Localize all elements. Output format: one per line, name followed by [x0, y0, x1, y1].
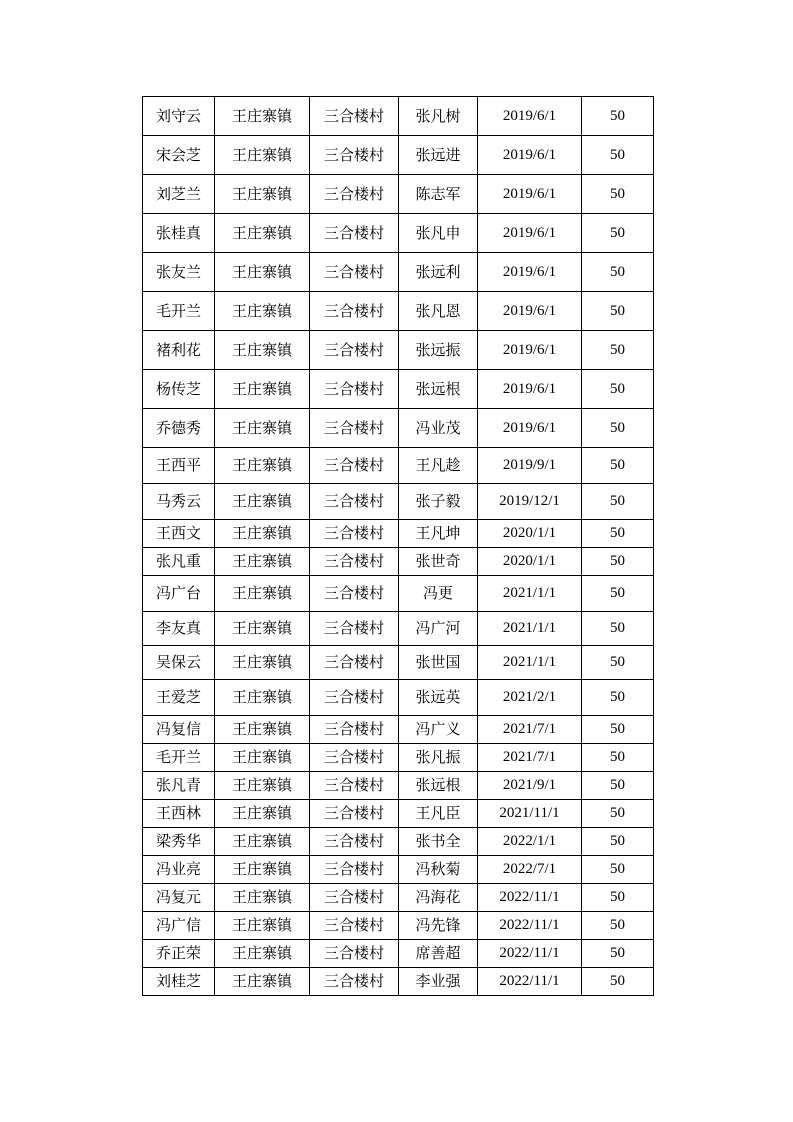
town-cell: 王庄寨镇	[215, 292, 310, 331]
amount-cell: 50	[582, 612, 654, 646]
town-cell: 王庄寨镇	[215, 214, 310, 253]
village-cell: 三合楼村	[310, 800, 399, 828]
table-row	[143, 97, 654, 136]
date-cell: 2019/6/1	[478, 214, 582, 253]
town-cell: 王庄寨镇	[215, 612, 310, 646]
town-cell: 王庄寨镇	[215, 331, 310, 370]
amount-cell: 50	[582, 409, 654, 448]
village-cell: 三合楼村	[310, 448, 399, 484]
village-cell: 三合楼村	[310, 856, 399, 884]
date-cell: 2019/9/1	[478, 448, 582, 484]
date-cell: 2021/1/1	[478, 612, 582, 646]
date-cell: 2019/12/1	[478, 484, 582, 520]
amount-cell: 50	[582, 646, 654, 680]
town-cell: 王庄寨镇	[215, 772, 310, 800]
name-cell: 张友兰	[143, 253, 215, 292]
table-row	[143, 409, 654, 448]
amount-cell: 50	[582, 828, 654, 856]
relative-cell: 张子毅	[399, 484, 478, 520]
name-cell: 李友真	[143, 612, 215, 646]
name-cell: 张桂真	[143, 214, 215, 253]
relative-cell: 张远振	[399, 331, 478, 370]
table-row	[143, 576, 654, 612]
name-cell: 王西文	[143, 520, 215, 548]
town-cell: 王庄寨镇	[215, 744, 310, 772]
village-cell: 三合楼村	[310, 716, 399, 744]
village-cell: 三合楼村	[310, 912, 399, 940]
amount-cell: 50	[582, 484, 654, 520]
table-row	[143, 856, 654, 884]
date-cell: 2021/2/1	[478, 680, 582, 716]
date-cell: 2021/7/1	[478, 716, 582, 744]
name-cell: 乔德秀	[143, 409, 215, 448]
name-cell: 刘守云	[143, 97, 215, 136]
name-cell: 杨传芝	[143, 370, 215, 409]
town-cell: 王庄寨镇	[215, 828, 310, 856]
table-row	[143, 214, 654, 253]
records-table	[142, 96, 654, 996]
records-table-body	[143, 97, 654, 996]
table-row	[143, 884, 654, 912]
amount-cell: 50	[582, 97, 654, 136]
amount-cell: 50	[582, 292, 654, 331]
town-cell: 王庄寨镇	[215, 912, 310, 940]
town-cell: 王庄寨镇	[215, 680, 310, 716]
amount-cell: 50	[582, 856, 654, 884]
table-row	[143, 912, 654, 940]
town-cell: 王庄寨镇	[215, 646, 310, 680]
town-cell: 王庄寨镇	[215, 520, 310, 548]
relative-cell: 陈志军	[399, 175, 478, 214]
date-cell: 2019/6/1	[478, 292, 582, 331]
amount-cell: 50	[582, 680, 654, 716]
date-cell: 2021/7/1	[478, 744, 582, 772]
town-cell: 王庄寨镇	[215, 409, 310, 448]
date-cell: 2020/1/1	[478, 520, 582, 548]
name-cell: 毛开兰	[143, 292, 215, 331]
amount-cell: 50	[582, 968, 654, 996]
date-cell: 2022/11/1	[478, 968, 582, 996]
table-row	[143, 800, 654, 828]
town-cell: 王庄寨镇	[215, 484, 310, 520]
table-row	[143, 520, 654, 548]
table-row	[143, 968, 654, 996]
amount-cell: 50	[582, 175, 654, 214]
table-row	[143, 175, 654, 214]
name-cell: 冯广台	[143, 576, 215, 612]
relative-cell: 冯秋菊	[399, 856, 478, 884]
amount-cell: 50	[582, 548, 654, 576]
village-cell: 三合楼村	[310, 370, 399, 409]
village-cell: 三合楼村	[310, 214, 399, 253]
relative-cell: 张远英	[399, 680, 478, 716]
village-cell: 三合楼村	[310, 646, 399, 680]
table-row	[143, 828, 654, 856]
name-cell: 王西平	[143, 448, 215, 484]
name-cell: 马秀云	[143, 484, 215, 520]
village-cell: 三合楼村	[310, 136, 399, 175]
town-cell: 王庄寨镇	[215, 856, 310, 884]
name-cell: 冯业亮	[143, 856, 215, 884]
name-cell: 梁秀华	[143, 828, 215, 856]
town-cell: 王庄寨镇	[215, 716, 310, 744]
village-cell: 三合楼村	[310, 175, 399, 214]
town-cell: 王庄寨镇	[215, 448, 310, 484]
relative-cell: 席善超	[399, 940, 478, 968]
date-cell: 2021/1/1	[478, 576, 582, 612]
name-cell: 刘芝兰	[143, 175, 215, 214]
relative-cell: 张凡恩	[399, 292, 478, 331]
name-cell: 王西林	[143, 800, 215, 828]
relative-cell: 冯业茂	[399, 409, 478, 448]
name-cell: 冯复元	[143, 884, 215, 912]
name-cell: 乔正荣	[143, 940, 215, 968]
relative-cell: 冯更	[399, 576, 478, 612]
village-cell: 三合楼村	[310, 97, 399, 136]
relative-cell: 张世国	[399, 646, 478, 680]
table-row	[143, 940, 654, 968]
name-cell: 吴保云	[143, 646, 215, 680]
relative-cell: 冯海花	[399, 884, 478, 912]
village-cell: 三合楼村	[310, 940, 399, 968]
village-cell: 三合楼村	[310, 744, 399, 772]
table-row	[143, 680, 654, 716]
relative-cell: 张凡树	[399, 97, 478, 136]
table-row	[143, 612, 654, 646]
amount-cell: 50	[582, 253, 654, 292]
date-cell: 2021/9/1	[478, 772, 582, 800]
town-cell: 王庄寨镇	[215, 800, 310, 828]
village-cell: 三合楼村	[310, 331, 399, 370]
table-row	[143, 370, 654, 409]
date-cell: 2022/1/1	[478, 828, 582, 856]
village-cell: 三合楼村	[310, 409, 399, 448]
amount-cell: 50	[582, 744, 654, 772]
name-cell: 刘桂芝	[143, 968, 215, 996]
amount-cell: 50	[582, 370, 654, 409]
amount-cell: 50	[582, 576, 654, 612]
amount-cell: 50	[582, 884, 654, 912]
date-cell: 2020/1/1	[478, 548, 582, 576]
amount-cell: 50	[582, 331, 654, 370]
table-row	[143, 448, 654, 484]
table-row	[143, 744, 654, 772]
village-cell: 三合楼村	[310, 520, 399, 548]
table-row	[143, 772, 654, 800]
amount-cell: 50	[582, 772, 654, 800]
village-cell: 三合楼村	[310, 884, 399, 912]
amount-cell: 50	[582, 214, 654, 253]
table-row	[143, 253, 654, 292]
village-cell: 三合楼村	[310, 612, 399, 646]
town-cell: 王庄寨镇	[215, 940, 310, 968]
village-cell: 三合楼村	[310, 548, 399, 576]
relative-cell: 王凡坤	[399, 520, 478, 548]
relative-cell: 冯广河	[399, 612, 478, 646]
date-cell: 2019/6/1	[478, 331, 582, 370]
date-cell: 2019/6/1	[478, 409, 582, 448]
village-cell: 三合楼村	[310, 253, 399, 292]
relative-cell: 张世奇	[399, 548, 478, 576]
village-cell: 三合楼村	[310, 772, 399, 800]
relative-cell: 冯先锋	[399, 912, 478, 940]
name-cell: 宋会芝	[143, 136, 215, 175]
amount-cell: 50	[582, 448, 654, 484]
relative-cell: 张远根	[399, 772, 478, 800]
date-cell: 2019/6/1	[478, 370, 582, 409]
town-cell: 王庄寨镇	[215, 548, 310, 576]
amount-cell: 50	[582, 940, 654, 968]
amount-cell: 50	[582, 520, 654, 548]
village-cell: 三合楼村	[310, 968, 399, 996]
name-cell: 毛开兰	[143, 744, 215, 772]
date-cell: 2022/7/1	[478, 856, 582, 884]
name-cell: 张凡青	[143, 772, 215, 800]
relative-cell: 张远利	[399, 253, 478, 292]
table-row	[143, 548, 654, 576]
town-cell: 王庄寨镇	[215, 97, 310, 136]
name-cell: 冯复信	[143, 716, 215, 744]
village-cell: 三合楼村	[310, 292, 399, 331]
name-cell: 冯广信	[143, 912, 215, 940]
town-cell: 王庄寨镇	[215, 136, 310, 175]
date-cell: 2019/6/1	[478, 97, 582, 136]
amount-cell: 50	[582, 136, 654, 175]
date-cell: 2021/11/1	[478, 800, 582, 828]
relative-cell: 王凡臣	[399, 800, 478, 828]
relative-cell: 冯广义	[399, 716, 478, 744]
amount-cell: 50	[582, 912, 654, 940]
table-row	[143, 292, 654, 331]
date-cell: 2022/11/1	[478, 884, 582, 912]
name-cell: 张凡重	[143, 548, 215, 576]
table-row	[143, 136, 654, 175]
date-cell: 2022/11/1	[478, 912, 582, 940]
town-cell: 王庄寨镇	[215, 370, 310, 409]
table-row	[143, 484, 654, 520]
relative-cell: 张凡申	[399, 214, 478, 253]
date-cell: 2019/6/1	[478, 253, 582, 292]
town-cell: 王庄寨镇	[215, 253, 310, 292]
date-cell: 2022/11/1	[478, 940, 582, 968]
name-cell: 褚利花	[143, 331, 215, 370]
relative-cell: 王凡趁	[399, 448, 478, 484]
table-row	[143, 716, 654, 744]
town-cell: 王庄寨镇	[215, 175, 310, 214]
town-cell: 王庄寨镇	[215, 968, 310, 996]
table-row	[143, 646, 654, 680]
relative-cell: 张远进	[399, 136, 478, 175]
relative-cell: 张远根	[399, 370, 478, 409]
town-cell: 王庄寨镇	[215, 576, 310, 612]
relative-cell: 张凡振	[399, 744, 478, 772]
village-cell: 三合楼村	[310, 828, 399, 856]
amount-cell: 50	[582, 800, 654, 828]
table-row	[143, 331, 654, 370]
date-cell: 2019/6/1	[478, 136, 582, 175]
date-cell: 2021/1/1	[478, 646, 582, 680]
village-cell: 三合楼村	[310, 680, 399, 716]
village-cell: 三合楼村	[310, 576, 399, 612]
village-cell: 三合楼村	[310, 484, 399, 520]
relative-cell: 李业强	[399, 968, 478, 996]
town-cell: 王庄寨镇	[215, 884, 310, 912]
amount-cell: 50	[582, 716, 654, 744]
name-cell: 王爱芝	[143, 680, 215, 716]
date-cell: 2019/6/1	[478, 175, 582, 214]
relative-cell: 张书全	[399, 828, 478, 856]
